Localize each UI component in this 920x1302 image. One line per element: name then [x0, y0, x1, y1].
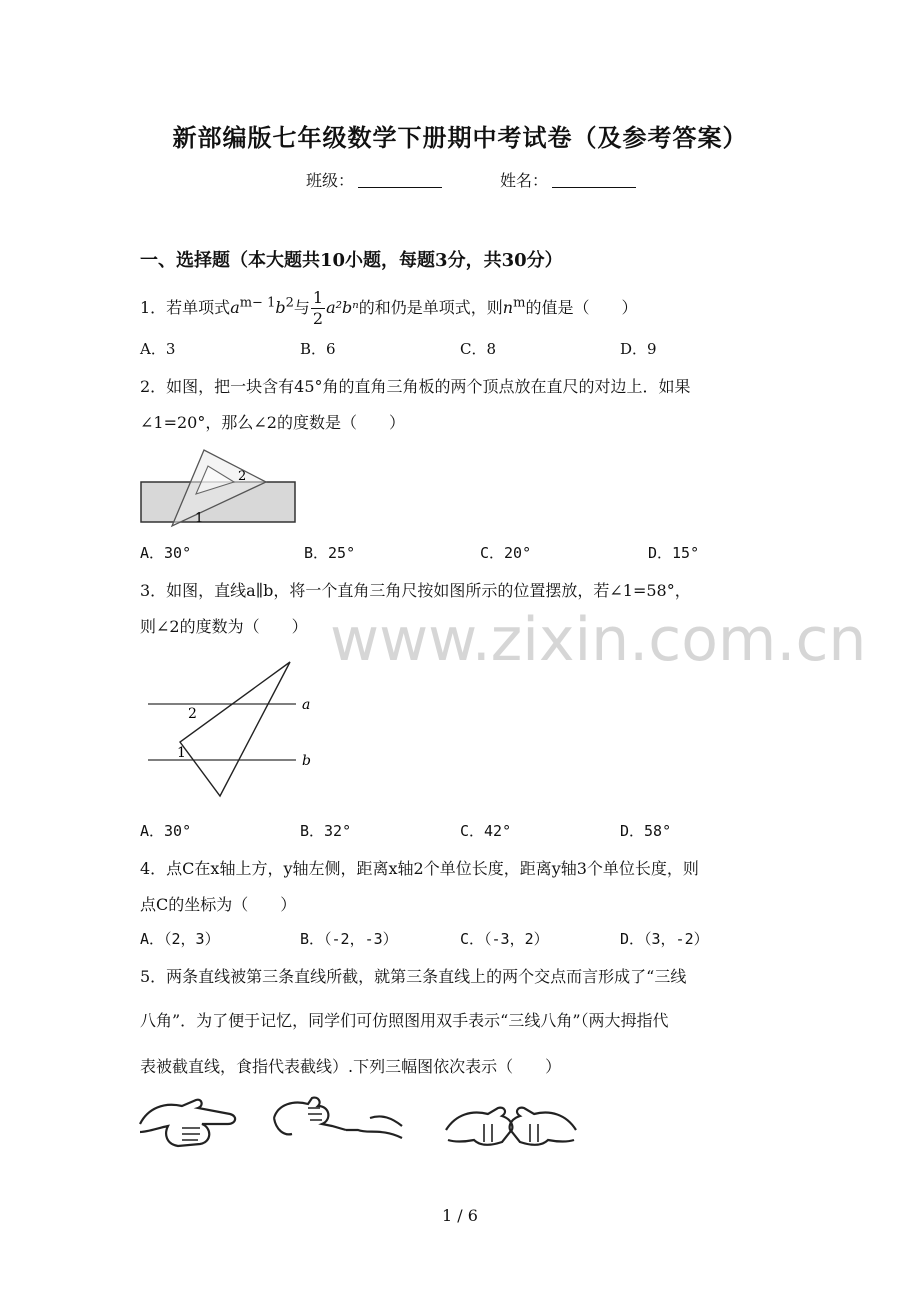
q2-option-d[interactable]: D．15°	[648, 544, 700, 562]
name-field	[500, 168, 636, 191]
q4-line2: 点C的坐标为（ ）	[140, 895, 297, 914]
q1-option-a[interactable]: A．3	[140, 340, 176, 358]
left-hand-icon	[446, 1108, 512, 1145]
hand-icon	[140, 1100, 235, 1146]
q4-line1: 4．点C在x轴上方，y轴左侧，距离x轴2个单位长度，距离y轴3个单位长度，则	[140, 859, 699, 878]
q1-option-d[interactable]: D．9	[620, 340, 657, 358]
q1-a-term: a	[230, 298, 240, 317]
q1-term2: a²bⁿ	[326, 298, 359, 317]
q4-option-a[interactable]: A．（2，3）	[140, 930, 220, 948]
class-label: 班级：	[306, 171, 355, 190]
q1-tail: 的值是（ ）	[525, 298, 638, 317]
fig3-label-2: 2	[188, 706, 197, 722]
fig3-label-a: a	[302, 697, 311, 713]
q2-figure	[138, 444, 300, 528]
fig2-label-1: 1	[195, 511, 204, 526]
q1-option-c[interactable]: C．8	[460, 340, 497, 358]
q1-b-exp: 2	[285, 295, 294, 311]
set-square	[180, 662, 290, 796]
fig2-label-2: 2	[238, 469, 247, 484]
q1-prefix: 1．若单项式	[140, 298, 231, 317]
hands-figure-3	[444, 1096, 578, 1156]
q3-option-d[interactable]: D．58°	[620, 822, 672, 840]
q1-suffix: 的和仍是单项式，则	[358, 298, 503, 317]
q3-figure	[144, 656, 320, 802]
finger-lines	[182, 1128, 200, 1140]
q1-with: 与	[293, 298, 310, 317]
q2-option-b[interactable]: B．25°	[304, 544, 356, 562]
q4-option-b[interactable]: B．（-2，-3）	[300, 930, 398, 948]
finger-lines	[484, 1124, 538, 1142]
q1-frac-den: 2	[312, 309, 324, 328]
q1-b-term: b	[275, 298, 286, 317]
q1-nm-exp: m	[513, 295, 526, 311]
name-label: 姓名：	[500, 171, 549, 190]
q5-line3: 表被截直线，食指代表截线）.下列三幅图依次表示（ ）	[140, 1057, 562, 1076]
q3-option-c[interactable]: C．42°	[460, 822, 512, 840]
class-field	[306, 168, 442, 191]
q2-option-a[interactable]: A．30°	[140, 544, 192, 562]
hands-figure-1	[138, 1094, 238, 1152]
q5-line1: 5．两条直线被第三条直线所截，就第三条直线上的两个交点而言形成了“三线	[140, 967, 687, 986]
q1-a-exp: m− 1	[239, 295, 276, 311]
q1-frac-num: 1	[312, 288, 324, 307]
q3-option-b[interactable]: B．32°	[300, 822, 352, 840]
class-blank[interactable]	[358, 173, 442, 188]
finger-lines	[308, 1108, 322, 1120]
page-title: 新部编版七年级数学下册期中考试卷（及参考答案）	[172, 123, 748, 152]
q1-fraction	[311, 288, 325, 329]
q2-line1: 2．如图，把一块含有45°角的直角三角板的两个顶点放在直尺的对边上．如果	[140, 377, 691, 396]
section-heading: 一、选择题（本大题共10小题，每题3分，共30分）	[140, 250, 563, 271]
q2-line2: ∠1=20°，那么∠2的度数是（ ）	[140, 413, 405, 432]
q3-line2: 则∠2的度数为（ ）	[140, 617, 308, 636]
left-hand-icon	[274, 1098, 346, 1135]
q1-option-b[interactable]: B．6	[300, 340, 336, 358]
page-number: 1 / 6	[442, 1206, 478, 1225]
fig3-label-b: b	[302, 753, 311, 769]
right-hand-icon	[346, 1116, 402, 1138]
q3-line1: 3．如图，直线a∥b，将一个直角三角尺按如图所示的位置摆放，若∠1=58°，	[140, 581, 691, 600]
q2-option-c[interactable]: C．20°	[480, 544, 532, 562]
right-hand-icon	[510, 1108, 576, 1145]
watermark: www.zixin.com.cn	[330, 605, 867, 675]
fig3-label-1: 1	[177, 745, 186, 761]
q3-option-a[interactable]: A．30°	[140, 822, 192, 840]
q4-option-d[interactable]: D．（3，-2）	[620, 930, 709, 948]
hands-figure-2	[272, 1094, 404, 1152]
q1-nm-base: n	[502, 298, 514, 317]
q5-line2: 八角”．为了便于记忆，同学们可仿照图用双手表示“三线八角”（两大拇指代	[140, 1011, 669, 1030]
question-1	[140, 288, 637, 329]
q4-option-c[interactable]: C．（-3，2）	[460, 930, 549, 948]
name-blank[interactable]	[552, 173, 636, 188]
